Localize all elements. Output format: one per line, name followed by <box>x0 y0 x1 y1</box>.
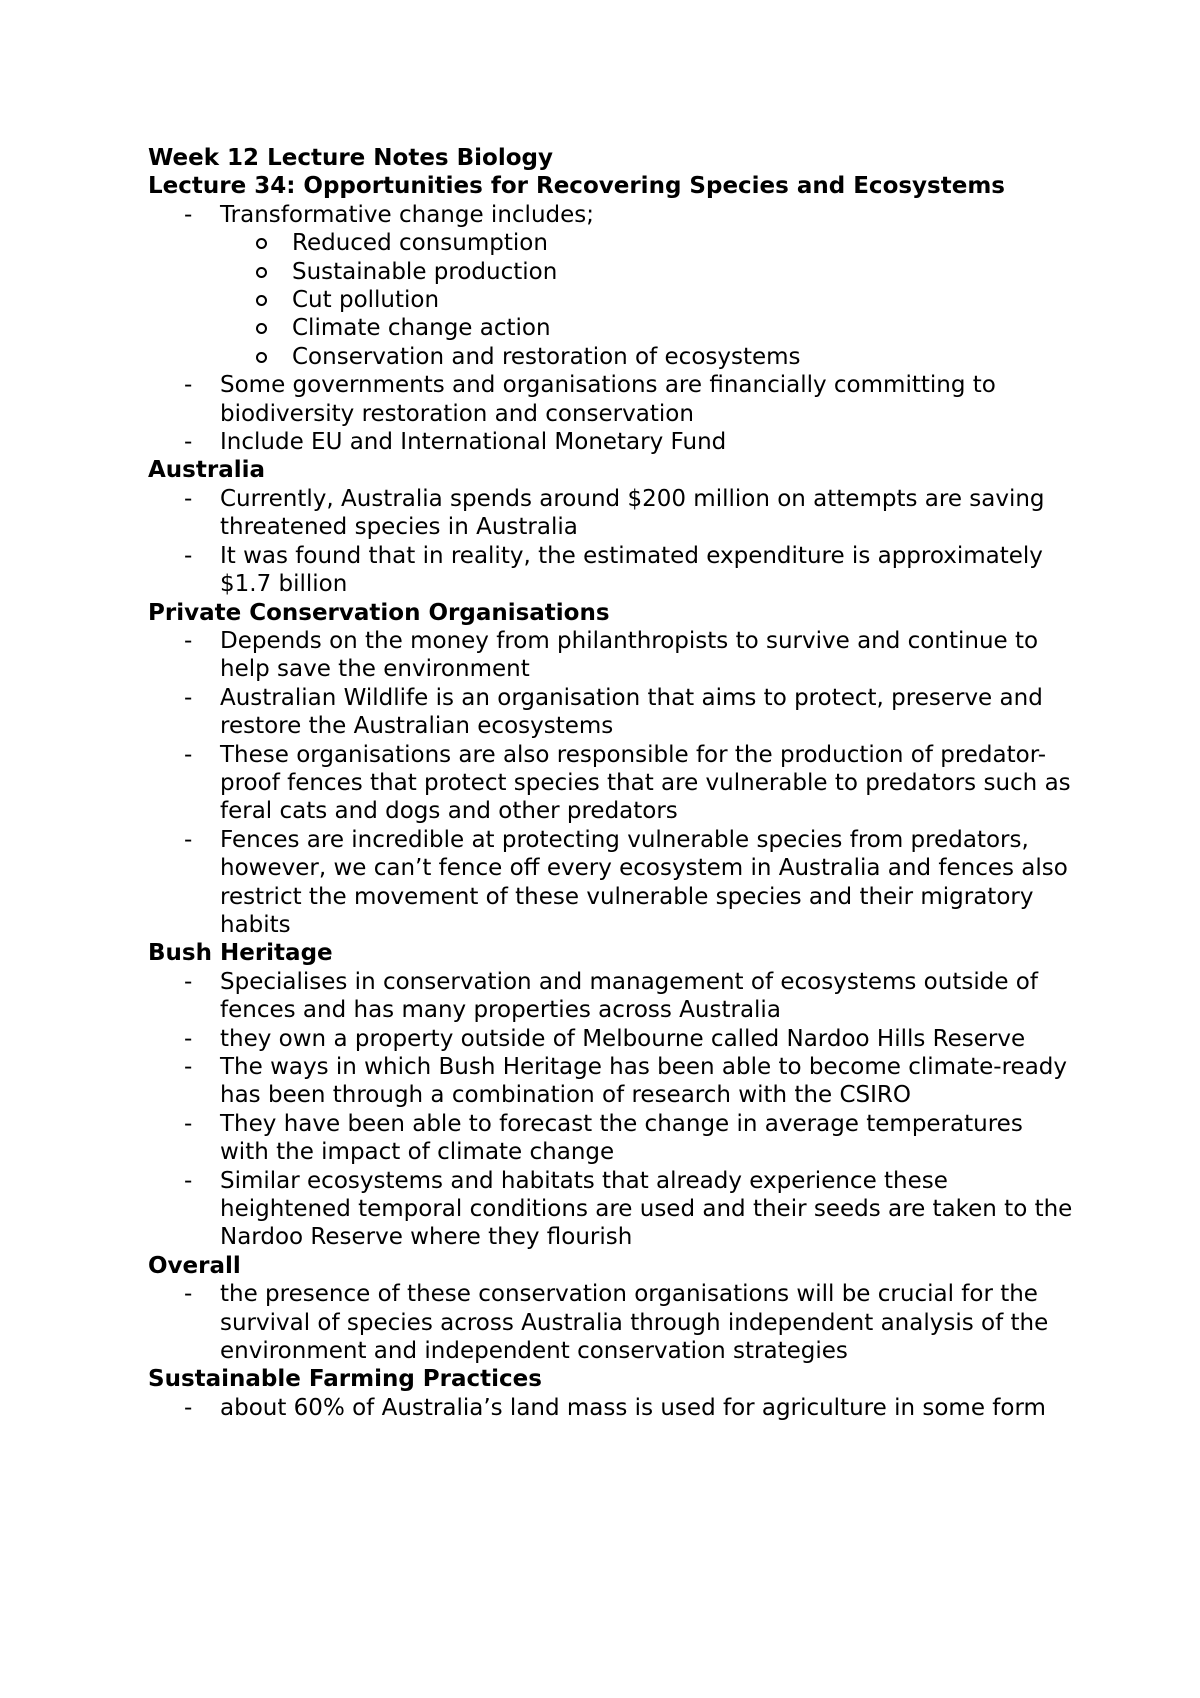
section-list-overall <box>148 1280 1078 1365</box>
list-item <box>148 485 1078 542</box>
dash-bullet: - <box>184 627 193 654</box>
dash-bullet: - <box>184 968 193 995</box>
section-heading-bush-heritage: Bush Heritage <box>148 940 333 967</box>
sub-list-item <box>220 343 1078 371</box>
list-item-text: They have been able to forecast the change in average temperatures with the impact of climate change <box>220 1110 1023 1166</box>
list-item-text: Specialises in conservation and management of ecosystems outside of fences and has many properties across Australia <box>220 968 1038 1024</box>
list-item <box>148 1167 1078 1252</box>
list-item-text: the presence of these conservation organisations will be crucial for the survival of species across Australia through independent analysis of the environment and independent conservation strategies <box>220 1281 1049 1365</box>
list-item <box>148 741 1078 826</box>
list-item <box>148 1025 1078 1053</box>
dash-bullet: - <box>184 542 193 569</box>
sub-list-item-text: Cut pollution <box>292 287 440 314</box>
sub-list-item-text: Climate change action <box>292 315 551 342</box>
dash-bullet: - <box>184 1025 193 1052</box>
sub-list-item-text: Conservation and restoration of ecosystems <box>292 343 801 370</box>
list-item <box>148 1394 1078 1422</box>
dash-bullet: - <box>184 1394 193 1421</box>
circle-bullet-icon <box>256 352 267 363</box>
lecture-title: Lecture 34: Opportunities for Recovering Species and Ecosystems <box>148 173 1005 200</box>
sub-list <box>148 229 1078 371</box>
section-list-private-conservation <box>148 627 1078 939</box>
list-item <box>148 1280 1078 1365</box>
sub-list-item <box>220 314 1078 342</box>
list-item-text: The ways in which Bush Heritage has been able to become climate-ready has been through a combination of research with the CSIRO <box>220 1054 1068 1109</box>
list-item-text: about 60% of Australia’s land mass is used for agriculture in some form <box>220 1394 1046 1421</box>
dash-bullet: - <box>184 826 193 853</box>
list-item <box>148 371 1078 428</box>
dash-bullet: - <box>184 741 193 768</box>
section-heading-sustainable-farming: Sustainable Farming Practices <box>148 1366 542 1393</box>
list-item <box>148 968 1078 1025</box>
list-item <box>148 627 1078 684</box>
dash-bullet: - <box>184 1167 193 1194</box>
document-body <box>148 144 1078 1422</box>
document-title: Week 12 Lecture Notes Biology <box>148 145 553 171</box>
dash-bullet: - <box>184 1281 193 1308</box>
list-item-text: It was found that in reality, the estimated expenditure is approximately $1.7 billion <box>220 542 1043 598</box>
list-item-text: Currently, Australia spends around $200 million on attempts are saving threatened species in Australia <box>220 485 1045 541</box>
dash-bullet: - <box>184 1110 193 1137</box>
sub-list-item-text: Reduced consumption <box>292 230 548 257</box>
section-heading-private-conservation: Private Conservation Organisations <box>148 599 610 626</box>
section-list-sustainable-farming <box>148 1394 1078 1422</box>
list-item-text: Australian Wildlife is an organisation that aims to protect, preserve and restore the Australian ecosystems <box>220 684 1043 740</box>
circle-bullet-icon <box>256 238 267 249</box>
list-item <box>148 826 1078 940</box>
section-list-australia <box>148 485 1078 599</box>
section-heading-overall: Overall <box>148 1252 241 1279</box>
list-item-text: Similar ecosystems and habitats that already experience these heightened temporal conditions are used and their seeds are taken to the Nardoo Reserve where they flourish <box>220 1167 1073 1251</box>
list-item <box>148 1053 1078 1110</box>
list-item-text: These organisations are also responsible for the production of predator-proof fences that protect species that are vulnerable to predators such as feral cats and dogs and other predators <box>220 741 1071 825</box>
circle-bullet-icon <box>256 267 267 278</box>
list-item-text: Fences are incredible at protecting vulnerable species from predators, however, we can’t fence off every ecosystem in Australia and fences also restrict the movement of these vulnerable species and their migratory habits <box>220 826 1068 938</box>
circle-bullet-icon <box>256 295 267 306</box>
dash-bullet: - <box>184 372 193 399</box>
list-item <box>148 1110 1078 1167</box>
list-item-text: Include EU and International Monetary Fund <box>220 429 727 456</box>
list-item <box>148 542 1078 599</box>
section-heading-australia: Australia <box>148 457 266 484</box>
sub-list-item-text: Sustainable production <box>292 258 558 285</box>
list-item <box>148 428 1078 456</box>
dash-bullet: - <box>184 1054 193 1080</box>
dash-bullet: - <box>184 684 193 711</box>
intro-list <box>148 201 1078 457</box>
dash-bullet: - <box>184 429 193 456</box>
sub-list-item <box>220 258 1078 286</box>
dash-bullet: - <box>184 485 193 512</box>
sub-list-item <box>220 229 1078 257</box>
list-item-text: Some governments and organisations are financially committing to biodiversity restoration and conservation <box>220 372 996 427</box>
dash-bullet: - <box>184 201 193 228</box>
circle-bullet-icon <box>256 323 267 334</box>
list-item-text: Transformative change includes; <box>220 201 594 228</box>
section-list-bush-heritage <box>148 968 1078 1252</box>
list-item <box>148 684 1078 741</box>
list-item-text: Depends on the money from philanthropists to survive and continue to help save the environment <box>220 627 1039 683</box>
sub-list-item <box>220 286 1078 314</box>
list-item-text: they own a property outside of Melbourne called Nardoo Hills Reserve <box>220 1025 1026 1052</box>
list-item <box>148 201 1078 371</box>
